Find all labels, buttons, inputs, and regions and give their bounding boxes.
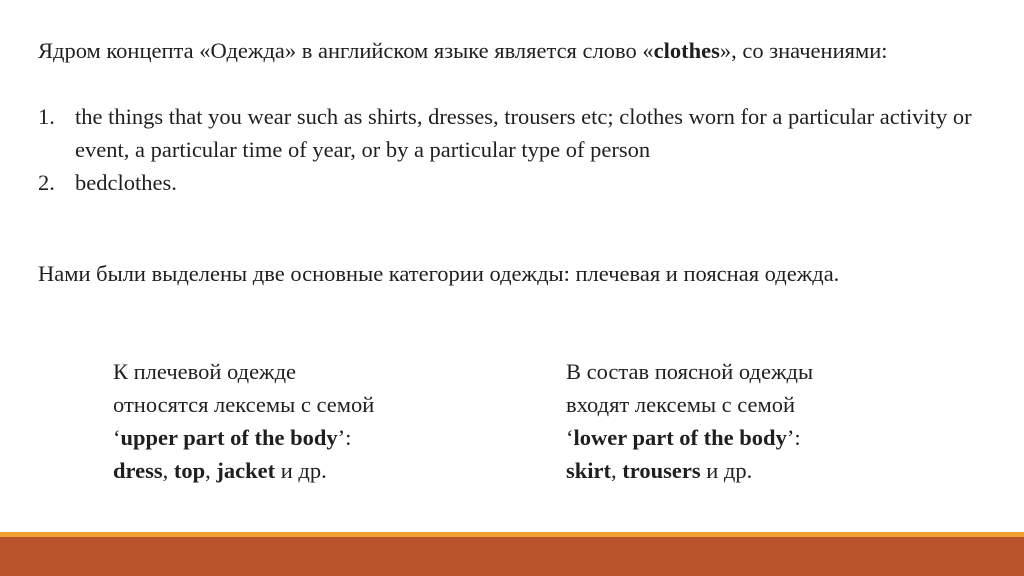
quote-open: ‘: [566, 425, 574, 450]
waist-seme-line: [566, 421, 926, 454]
categories-paragraph: Нами были выделены две основные категории одежды: плечевая и поясная одежда.: [38, 261, 840, 286]
meaning-text: the things that you wear such as shirts, dresses, trousers etc; clothes worn for a particular activity or event, a particular time of year, or by a particular type of person: [75, 104, 972, 162]
waist-clothing-column: [566, 355, 926, 487]
meaning-number: 1.: [38, 104, 55, 129]
intro-paragraph: [38, 34, 978, 67]
shoulder-examples-line: [113, 454, 473, 487]
footer-bar: [0, 537, 1024, 576]
waist-line-2: входят лексемы с семой: [566, 392, 796, 417]
waist-line-1: В состав поясной одежды: [566, 359, 814, 384]
meanings-list: [38, 100, 978, 199]
example-dress: dress: [113, 458, 163, 483]
shoulder-seme: upper part of the body: [120, 425, 338, 450]
meaning-item: [38, 166, 978, 199]
intro-text-before: Ядром концепта «Одежда» в английском языке является слово «: [38, 38, 654, 63]
shoulder-line-2: относятся лексемы с семой: [113, 392, 375, 417]
shoulder-seme-line: [113, 421, 473, 454]
example-skirt: skirt: [566, 458, 611, 483]
separator: ,: [162, 458, 174, 483]
meaning-text: bedclothes.: [75, 170, 177, 195]
examples-tail: и др.: [700, 458, 753, 483]
intro-keyword: clothes: [653, 38, 720, 63]
examples-tail: и др.: [275, 458, 327, 483]
waist-seme: lower part of the body: [573, 425, 787, 450]
separator: ,: [205, 458, 217, 483]
quote-close: ’:: [786, 425, 801, 450]
meaning-item: [38, 100, 978, 166]
example-trousers: trousers: [622, 458, 701, 483]
meaning-number: 2.: [38, 170, 55, 195]
intro-text-after: », со значениями:: [719, 38, 888, 63]
example-top: top: [173, 458, 206, 483]
example-jacket: jacket: [216, 458, 276, 483]
quote-open: ‘: [113, 425, 121, 450]
waist-examples-line: [566, 454, 926, 487]
separator: ,: [611, 458, 623, 483]
shoulder-line-1: К плечевой одежде: [113, 359, 297, 384]
shoulder-clothing-column: [113, 355, 473, 487]
quote-close: ’:: [337, 425, 352, 450]
